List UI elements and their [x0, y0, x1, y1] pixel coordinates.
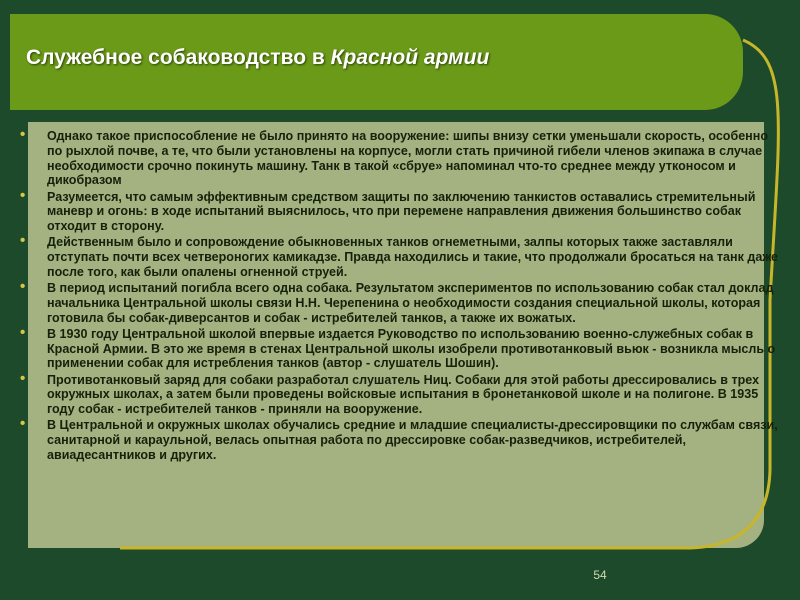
bullet-icon: • [20, 323, 26, 341]
list-item [20, 232, 780, 279]
bullet-icon: • [20, 369, 26, 387]
bullet-icon: • [20, 278, 26, 295]
bullet-list [20, 126, 780, 464]
bullet-icon: • [20, 186, 26, 204]
list-item [20, 278, 780, 325]
list-item [20, 369, 780, 417]
list-item [20, 126, 780, 188]
list-item [20, 323, 780, 371]
list-item-text: В 1930 году Центральной школой впервые издается Руководство по использованию военно-служебных собак в Красной Армии. В это же время в стенах Центральной школы изобрели противотанковый вьюк - возникла мысль о применении собак для истребления танков (автор - слушатель Шошин). [47, 326, 776, 371]
bullet-icon: • [20, 232, 26, 250]
slide-title [26, 46, 726, 70]
title-italic: Красной армии [330, 46, 490, 69]
list-item-text: В Центральной и окружных школах обучались средние и младшие специалисты-дрессировщики по службам связи, санитарной и караульной, велась опытная работа по дрессировке собак-разведчиков, истребителей, авиадесантников и других. [47, 418, 778, 462]
list-item-text: Действенным было и сопровождение обыкновенных танков огнеметными, залпы которых также заставляли отступать почти всех четвероногих камикадзе. Правда находились и такие, что продолжали бросаться на танк даже после того, как были опалены огненной струей. [47, 235, 779, 279]
list-item-text: В период испытаний погибла всего одна собака. Результатом экспериментов по использованию собак стал доклад начальника Центральной школы связи Н.Н. Черепенина о необходимости создания специальной школы, которая готовила бы собак-диверсантов и собак - истребителей танков, а также их вожатых. [47, 281, 774, 325]
list-item-text: Противотанковый заряд для собаки разработал слушатель Ниц. Собаки для этой работы дрессировались в трех окружных школах, а затем были проведены войсковые испытания в бронетанковой школе и на полигоне. В 1935 году собак - истребителей танков - приняли на вооружение. [47, 372, 760, 416]
title-plain: Служебное собаководство в [26, 46, 331, 69]
bullet-icon: • [20, 126, 26, 143]
list-item [20, 415, 780, 462]
page-number: 54 [593, 568, 607, 582]
list-item-text: Разумеется, что самым эффективным средством защиты по заключению танкистов оставались стремительный маневр и огонь: в ходе испытаний выяснилось, что при перемене направления движения большинство собак отходит в сторону. [47, 189, 756, 233]
list-item [20, 186, 780, 234]
bullet-icon: • [20, 415, 26, 433]
list-item-text: Однако такое приспособление не было принято на вооружение: шипы внизу сетки уменьшали скорость, особенно по рыхлой почве, а те, что были установлены на корпусе, могли стать причиной гибели членов экипажа в случае необходимости срочно покинуть машину. Танк в такой «сбруе» напоминал что-то среднее между утконосом и дикобразом [47, 129, 769, 188]
